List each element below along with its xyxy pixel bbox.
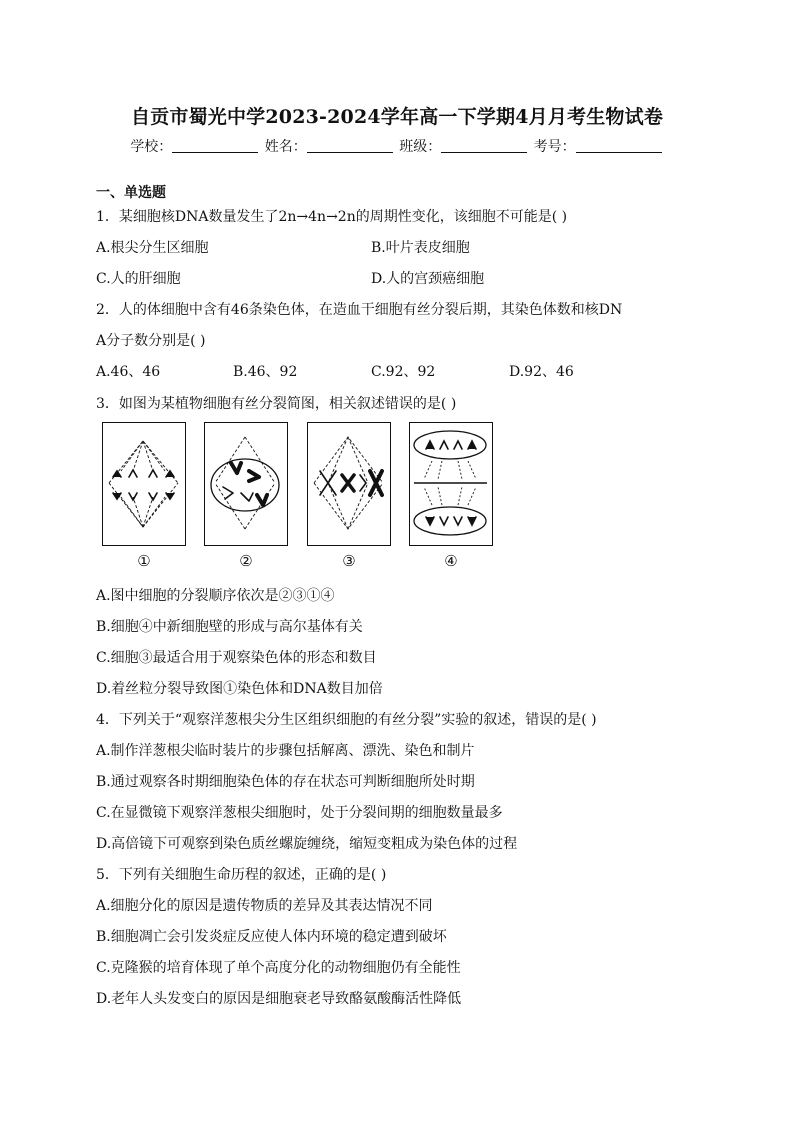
school-blank[interactable] xyxy=(172,138,258,153)
cell-3-drawing xyxy=(308,423,389,544)
q5-stem: 5．下列有关细胞生命历程的叙述，正确的是( ) xyxy=(96,867,387,883)
q1-option-c[interactable]: C.人的肝细胞 xyxy=(96,271,181,287)
class-blank[interactable] xyxy=(441,138,527,153)
cell-1-drawing xyxy=(103,423,184,544)
number-label: 考号： xyxy=(533,139,576,155)
q2-stem-line2: A分子数分别是( ) xyxy=(96,333,206,349)
q1-stem: 1．某细胞核DNA数量发生了2n→4n→2n的周期性变化，该细胞不可能是( ) xyxy=(96,209,568,225)
name-blank[interactable] xyxy=(307,138,393,153)
q5-option-b[interactable]: B.细胞凋亡会引发炎症反应使人体内环境的稳定遭到破坏 xyxy=(96,929,447,945)
exam-title: 自贡市蜀光中学2023-2024学年高一下学期4月月考生物试卷 xyxy=(130,106,664,128)
cell-figure-3 xyxy=(307,422,391,546)
q3-option-d[interactable]: D.着丝粒分裂导致图①染色体和DNA数目加倍 xyxy=(96,681,383,697)
school-label: 学校： xyxy=(130,139,173,155)
q4-option-b[interactable]: B.通过观察各时期细胞染色体的存在状态可判断细胞所处时期 xyxy=(96,774,475,790)
cell-figure-1 xyxy=(102,422,186,546)
figure-label-2: ② xyxy=(239,552,253,570)
section-heading: 一、单选题 xyxy=(96,185,166,201)
q3-option-b[interactable]: B.细胞④中新细胞壁的形成与高尔基体有关 xyxy=(96,619,363,635)
number-blank[interactable] xyxy=(576,138,662,153)
cell-figure-2 xyxy=(204,422,288,546)
cell-figure-4 xyxy=(409,422,493,546)
q2-option-b[interactable]: B.46、92 xyxy=(233,364,298,380)
q1-option-b[interactable]: B.叶片表皮细胞 xyxy=(371,240,470,256)
mitosis-figure xyxy=(100,422,500,572)
q4-stem: 4．下列关于“观察洋葱根尖分生区组织细胞的有丝分裂”实验的叙述，错误的是( ) xyxy=(96,712,597,728)
q2-option-c[interactable]: C.92、92 xyxy=(371,364,436,380)
q1-option-a[interactable]: A.根尖分生区细胞 xyxy=(96,240,209,256)
q2-stem-line1: 2．人的体细胞中含有46条染色体，在造血干细胞有丝分裂后期，其染色体数和核DN xyxy=(96,302,623,318)
q3-option-a[interactable]: A.图中细胞的分裂顺序依次是②③①④ xyxy=(96,588,335,604)
q1-option-d[interactable]: D.人的宫颈癌细胞 xyxy=(371,271,485,287)
student-info-row xyxy=(0,136,794,156)
q3-stem: 3．如图为某植物细胞有丝分裂简图，相关叙述错误的是( ) xyxy=(96,396,457,412)
q5-option-a[interactable]: A.细胞分化的原因是遗传物质的差异及其表达情况不同 xyxy=(96,898,433,914)
q4-option-c[interactable]: C.在显微镜下观察洋葱根尖细胞时，处于分裂间期的细胞数量最多 xyxy=(96,805,503,821)
class-label: 班级： xyxy=(399,139,442,155)
q5-option-d[interactable]: D.老年人头发变白的原因是细胞衰老导致酪氨酸酶活性降低 xyxy=(96,991,462,1007)
figure-label-1: ① xyxy=(137,552,151,570)
q4-option-d[interactable]: D.高倍镜下可观察到染色质丝螺旋缠绕，缩短变粗成为染色体的过程 xyxy=(96,836,518,852)
q5-option-c[interactable]: C.克隆猴的培育体现了单个高度分化的动物细胞仍有全能性 xyxy=(96,960,461,976)
figure-label-3: ③ xyxy=(342,552,356,570)
figure-label-4: ④ xyxy=(444,552,458,570)
cell-4-drawing xyxy=(410,423,491,544)
name-label: 姓名： xyxy=(264,139,307,155)
q3-option-c[interactable]: C.细胞③最适合用于观察染色体的形态和数目 xyxy=(96,650,377,666)
q2-option-a[interactable]: A.46、46 xyxy=(96,364,161,380)
q4-option-a[interactable]: A.制作洋葱根尖临时装片的步骤包括解离、漂洗、染色和制片 xyxy=(96,743,475,759)
q2-option-d[interactable]: D.92、46 xyxy=(509,364,574,380)
cell-2-drawing xyxy=(205,423,286,544)
